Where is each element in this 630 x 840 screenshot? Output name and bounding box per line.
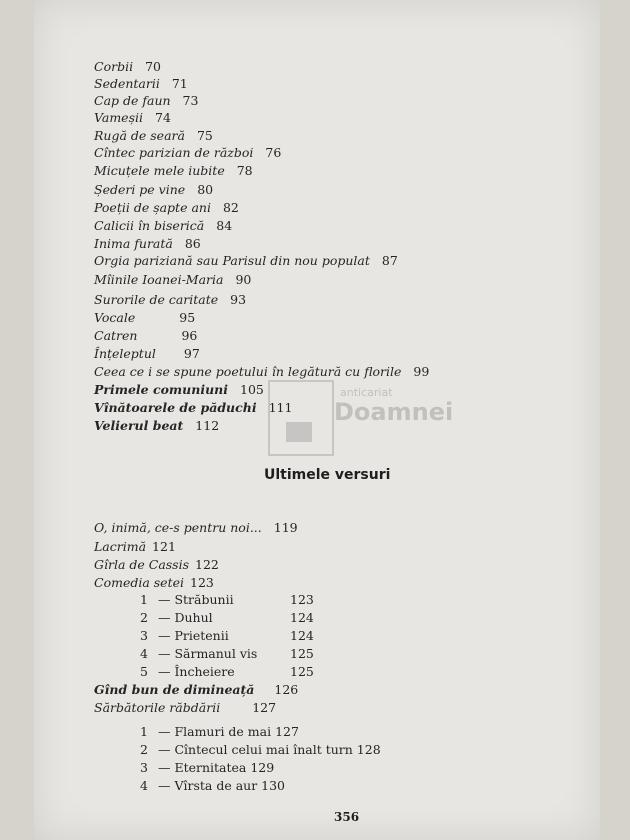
watermark-logo [268,380,454,462]
sub-entry: 1 — Flamuri de mai 127 [140,724,299,739]
toc-entry: Poeții de șapte ani 82 [94,200,239,215]
toc-entry: Inima furată 86 [94,236,201,251]
sub-entry: 2 — Duhul 124 [140,610,314,625]
section-heading: Ultimele versuri [264,467,391,483]
sub-entry: 4 — Vîrsta de aur 130 [140,778,286,793]
toc-entry: Gînd bun de dimineață 126 [94,682,299,697]
toc-entry: Mîinile Ioanei-Maria 90 [94,272,252,287]
toc-entry: Vocale 95 [94,310,196,325]
toc-entry: Cap de faun 73 [94,93,199,108]
toc-entry: Cîntec parizian de război 76 [94,145,282,160]
toc-entry: Velierul beat 112 [94,418,220,433]
sub-entry: 4 — Sărmanul vis 125 [140,646,314,661]
toc-entry: Lacrimă 121 [94,539,176,554]
toc-entry: Micuțele mele iubite 78 [94,163,253,178]
toc-entry: Șederi pe vine 80 [94,182,214,197]
sub-entry: 3 — Eternitatea 129 [140,760,275,775]
toc-entry: Corbii 70 [94,59,161,74]
watermark-main-text: Doamnei [334,398,454,426]
toc-entry: Calicii în biserică 84 [94,218,233,233]
sub-entry: 2 — Cîntecul celui mai înalt turn 128 [140,742,381,757]
toc-entry: Surorile de caritate 93 [94,292,247,307]
page-number: 356 [334,810,360,824]
toc-entry: Sărbătorile răbdării 127 [94,700,277,715]
toc-entry: Vameșii 74 [94,110,171,125]
book-page [34,0,600,840]
toc-entry: Rugă de seară 75 [94,128,213,143]
toc-entry: Gîrla de Cassis 122 [94,557,219,572]
sub-entry: 5 — Încheiere 125 [140,664,314,679]
toc-entry: Ceea ce i se spune poetului în legătură cu florile 99 [94,364,430,379]
toc-entry: Catren 96 [94,328,198,343]
toc-entry: Comedia setei 123 [94,575,214,590]
toc-entry: O, inimă, ce-s pentru noi... 119 [94,520,298,535]
sub-entry: 1 — Străbunii 123 [140,592,314,607]
watermark-top-text: anticariat [340,386,393,399]
toc-entry: Orgia pariziană sau Parisul din nou populat 87 [94,253,398,268]
toc-entry: Primele comuniuni 105 [94,382,264,397]
toc-entry: Înțeleptul 97 [94,346,200,361]
sub-entry: 3 — Prietenii 124 [140,628,314,643]
logo-frame-icon [268,380,334,456]
book-icon [286,422,312,442]
toc-entry: Vînătoarele de păduchi 111 [94,400,293,415]
toc-entry: Sedentarii 71 [94,76,188,91]
